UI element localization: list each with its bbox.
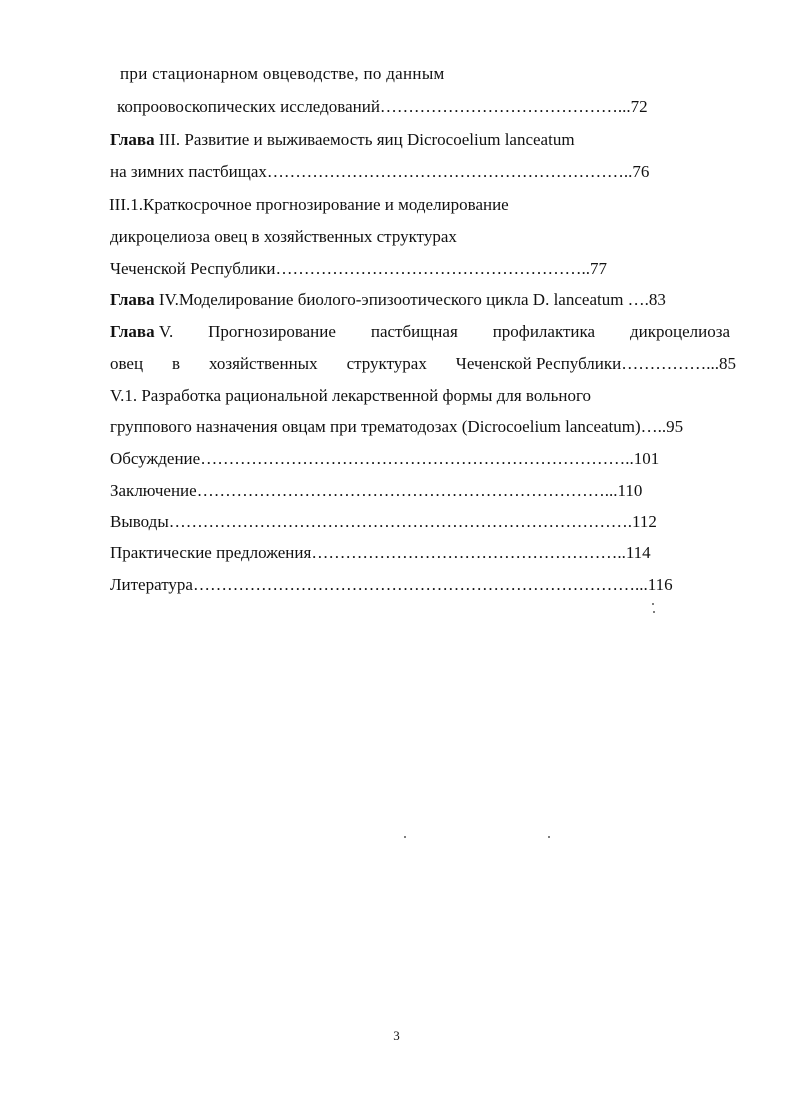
toc-entry: группового назначения овцам при трематодозах (Dicrocoelium lanceatum)…..95: [110, 417, 684, 436]
toc-entry: овец в хозяйственных структурах Чеченской Республики……………...85: [110, 354, 736, 373]
toc-entry-conclusion: Заключение………………………………………………………………...110: [110, 481, 643, 500]
toc-entry-3-1: III.1.Краткосрочное прогнозирование и моделирование: [109, 195, 509, 214]
scan-speck: [653, 611, 655, 613]
toc-entry-findings: Выводы……………………………………………………………………….112: [110, 512, 657, 531]
toc-entry: Чеченской Республики………………………………………………..77: [110, 259, 607, 278]
toc-entry-5-1: V.1. Разработка рациональной лекарственной формы для вольного: [110, 386, 591, 405]
scan-speck: [548, 836, 550, 838]
toc-entry-literature: Литература……………………………………………………………………...116: [110, 575, 673, 594]
toc-entry-chapter-5: Глава V. Прогнозирование пастбищная профилактика дикроцелиоза: [110, 322, 730, 341]
toc-entry-practical-proposals: Практические предложения………………………………………………..114: [110, 543, 651, 562]
toc-entry-chapter-3: Глава III. Развитие и выживаемость яиц Dicrocoelium lanceatum: [110, 130, 575, 149]
scan-speck: [652, 603, 654, 605]
toc-line: при стационарном овцеводстве, по данным: [120, 64, 445, 83]
toc-entry: копроовоскопических исследований……………………………………...72: [117, 97, 648, 116]
toc-entry-discussion: Обсуждение…………………………………………………………………..101: [110, 449, 660, 468]
scan-speck: [404, 836, 406, 838]
page-number: 3: [393, 1028, 400, 1043]
toc-entry-chapter-4: Глава IV.Моделирование биолого-эпизоотического цикла D. lanceatum ….83: [110, 290, 666, 309]
toc-line: дикроцелиоза овец в хозяйственных структурах: [110, 227, 457, 246]
toc-entry: на зимних пастбищах………………………………………………………..76: [110, 162, 650, 181]
